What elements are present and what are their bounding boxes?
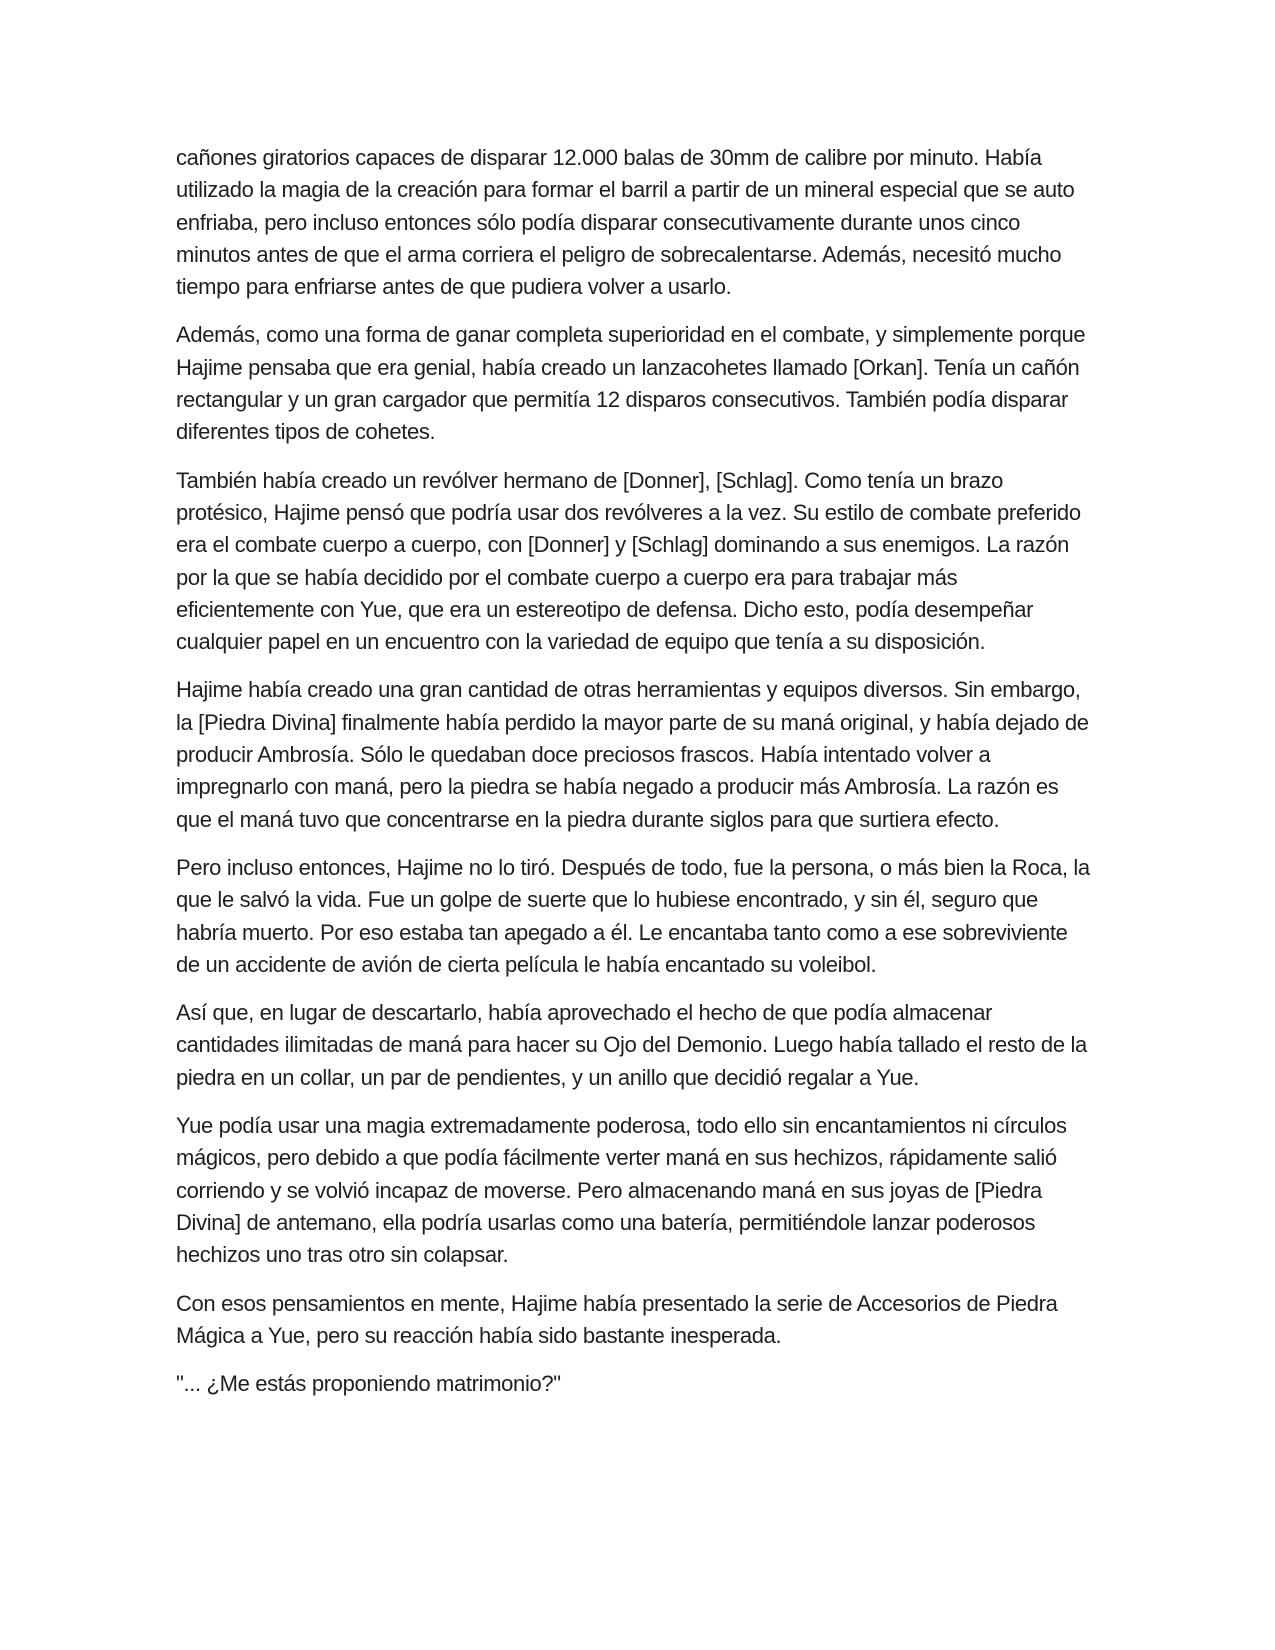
paragraph-7: Yue podía usar una magia extremadamente poderosa, todo ello sin encantamientos ni círculos mágicos, pero debido a que podía fácilmente verter maná en sus hechizos, rápidamente salió corriendo y se volvió incapaz de moverse. Pero almacenando maná en sus joyas de [Piedra Divina] de antemano, ella podría usarlas como una batería, permitiéndole lanzar poderosos hechizos uno tras otro sin colapsar. — [176, 1113, 1067, 1268]
paragraph-2: Además, como una forma de ganar completa superioridad en el combate, y simplemente porque Hajime pensaba que era genial, había creado un lanzacohetes llamado [Orkan]. Tenía un cañón rectangular y un gran cargador que permitía 12 disparos consecutivos. También podía disparar diferentes tipos de cohetes. — [176, 322, 1086, 445]
paragraph-4: Hajime había creado una gran cantidad de otras herramientas y equipos diversos. Sin embargo, la [Piedra Divina] finalmente había perdido la mayor parte de su maná original, y había dejado de producir Ambrosía. Sólo le quedaban doce preciosos frascos. Había intentado volver a impregnarlo con maná, pero la piedra se había negado a producir más Ambrosía. La razón es que el maná tuvo que concentrarse en la piedra durante siglos para que surtiera efecto. — [176, 677, 1089, 832]
paragraph-3: También había creado un revólver hermano de [Donner], [Schlag]. Como tenía un brazo protésico, Hajime pensó que podría usar dos revólveres a la vez. Su estilo de combate preferido era el combate cuerpo a cuerpo, con [Donner] y [Schlag] dominando a sus enemigos. La razón por la que se había decidido por el combate cuerpo a cuerpo era para trabajar más eficientemente con Yue, que era un estereotipo de defensa. Dicho esto, podía desempeñar cualquier papel en un encuentro con la variedad de equipo que tenía a su disposición. — [176, 467, 1081, 655]
document-page — [176, 142, 1096, 1416]
paragraph-9-dialogue: "... ¿Me estás proponiendo matrimonio?" — [176, 1371, 561, 1397]
paragraph-6: Así que, en lugar de descartarlo, había aprovechado el hecho de que podía almacenar cantidades ilimitadas de maná para hacer su Ojo del Demonio. Luego había tallado el resto de la piedra en un collar, un par de pendientes, y un anillo que decidió regalar a Yue. — [176, 1000, 1087, 1090]
paragraph-5: Pero incluso entonces, Hajime no lo tiró. Después de todo, fue la persona, o más bien la Roca, la que le salvó la vida. Fue un golpe de suerte que lo hubiese encontrado, y sin él, seguro que habría muerto. Por eso estaba tan apegado a él. Le encantaba tanto como a ese sobreviviente de un accidente de avión de cierta película le había encantado su voleibol. — [176, 854, 1090, 977]
paragraph-8: Con esos pensamientos en mente, Hajime había presentado la serie de Accesorios de Piedra Mágica a Yue, pero su reacción había sido bastante inesperada. — [176, 1290, 1058, 1348]
paragraph-1: cañones giratorios capaces de disparar 12.000 balas de 30mm de calibre por minuto. Había utilizado la magia de la creación para formar el barril a partir de un mineral especial que se auto enfriaba, pero incluso entonces sólo podía disparar consecutivamente durante unos cinco minutos antes de que el arma corriera el peligro de sobrecalentarse. Además, necesitó mucho tiempo para enfriarse antes de que pudiera volver a usarlo. — [176, 145, 1075, 300]
